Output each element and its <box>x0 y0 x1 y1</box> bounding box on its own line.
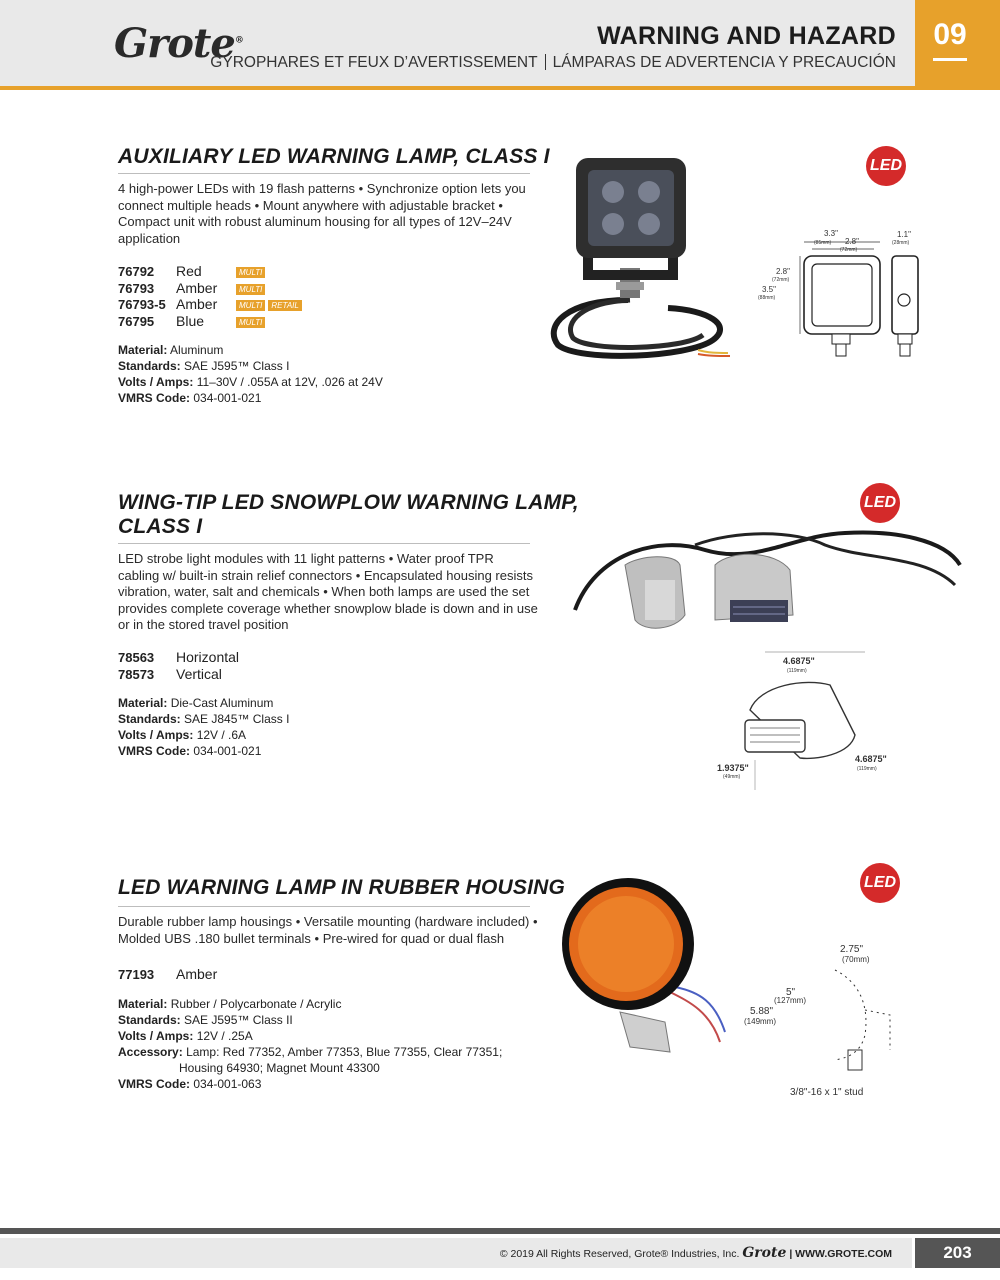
svg-text:3.3": 3.3" <box>824 229 838 238</box>
title-rule <box>118 173 530 174</box>
page-number: 203 <box>943 1243 972 1262</box>
multi-tag: MULTI <box>236 317 265 328</box>
product-title-rubber-housing: LED WARNING LAMP IN RUBBER HOUSING <box>118 876 566 899</box>
svg-text:5.88": 5.88" <box>750 1006 774 1017</box>
part-row: 76795 Blue MULTI <box>118 313 305 330</box>
footer-url: | WWW.GROTE.COM <box>789 1248 892 1260</box>
rubber-lamp-photo <box>560 872 740 1067</box>
svg-text:2.75": 2.75" <box>840 944 864 955</box>
svg-text:(72mm): (72mm) <box>840 247 858 253</box>
svg-text:4.6875": 4.6875" <box>855 754 887 764</box>
svg-text:(28mm): (28mm) <box>892 240 910 246</box>
spec-block: Material: Die-Cast Aluminum Standards: SAE J845™ Class I Volts / Amps: 12V / .6A VMRS Code: 034-001-021 <box>118 696 290 758</box>
svg-text:(119mm): (119mm) <box>787 668 807 674</box>
page-subtitle: GYROPHARES ET FEUX D’AVERTISSEMENT LÁMPARAS DE ADVERTENCIA Y PRECAUCIÓN <box>210 54 896 71</box>
part-row: 78563 Horizontal <box>118 649 240 665</box>
part-row: 77193 Amber <box>118 966 218 982</box>
part-row: 76792 Red MULTI <box>118 263 305 280</box>
svg-text:(49mm): (49mm) <box>723 774 741 780</box>
svg-text:3.5": 3.5" <box>762 285 776 294</box>
spec-block: Material: Rubber / Polycarbonate / Acrylic Standards: SAE J595™ Class II Volts / Amps: 12V / .25A Accessory: Lamp: Red 77352, Amber 77353, Blue 77355, Clear 77351; Housing 64930; Magnet Mount 43300 VMRS Code: 034-001-063 <box>118 997 503 1091</box>
title-rule <box>118 906 530 907</box>
section-number: 09 <box>933 18 967 51</box>
led-badge: LED <box>860 483 900 523</box>
auxiliary-lamp-dimension-drawing <box>752 228 932 363</box>
svg-text:3/8"-16 x 1" stud: 3/8"-16 x 1" stud <box>790 1087 864 1098</box>
multi-tag: MULTI <box>236 300 265 311</box>
page-title: WARNING AND HAZARD <box>597 22 896 50</box>
product-title-wingtip: WING-TIP LED SNOWPLOW WARNING LAMP, CLASS I <box>118 491 579 538</box>
section-tab <box>915 0 1000 86</box>
multi-tag: MULTI <box>236 267 265 278</box>
footer-copyright: © 2019 All Rights Reserved, Grote® Industries, Inc. Grote | WWW.GROTE.COM <box>499 1245 892 1261</box>
svg-text:2.8": 2.8" <box>845 237 859 246</box>
svg-text:5": 5" <box>786 987 796 998</box>
part-row: 76793-5 Amber MULTI RETAIL <box>118 296 305 313</box>
part-list <box>118 966 236 983</box>
led-badge: LED <box>866 146 906 186</box>
svg-text:(85mm): (85mm) <box>814 240 832 246</box>
page-number-tab <box>915 1238 1000 1268</box>
part-list <box>118 263 305 329</box>
led-badge: LED <box>860 863 900 903</box>
retail-tag: RETAIL <box>268 300 301 311</box>
part-row: 76793 Amber MULTI <box>118 280 305 297</box>
snowplow-lamp-dimension-drawing <box>705 640 905 800</box>
product-description: 4 high-power LEDs with 19 flash patterns • Synchronize option lets you connect multiple heads • Mount anywhere with adjustable bracket • Compact unit with robust aluminum housing for all types of 12V–24V application <box>118 181 526 246</box>
multi-tag: MULTI <box>236 284 265 295</box>
svg-text:4.6875": 4.6875" <box>783 656 815 666</box>
svg-text:(127mm): (127mm) <box>774 996 807 1005</box>
svg-text:(72mm): (72mm) <box>772 277 790 283</box>
svg-text:1.1": 1.1" <box>897 230 911 239</box>
product-description: LED strobe light modules with 11 light patterns • Water proof TPR cabling w/ built-in strain relief connectors • Encapsulated housing resists vibration, water, salt and chemicals • When both lamps are used the set provides complete coverage whether snowplow blade is down and in use or in the stored travel position <box>118 551 538 632</box>
header-rule <box>0 86 1000 90</box>
svg-text:1.9375": 1.9375" <box>717 763 749 773</box>
svg-text:2.8": 2.8" <box>776 267 790 276</box>
product-title-aux-led: AUXILIARY LED WARNING LAMP, CLASS I <box>118 145 550 168</box>
title-rule <box>118 543 530 544</box>
spec-block: Material: Aluminum Standards: SAE J595™ Class I Volts / Amps: 11–30V / .055A at 12V, .026 at 24V VMRS Code: 034-001-021 <box>118 343 383 405</box>
footer-grote-logo: Grote <box>742 1245 787 1261</box>
snowplow-lamp-photo <box>565 525 965 640</box>
svg-text:(149mm): (149mm) <box>744 1017 777 1026</box>
auxiliary-lamp-photo <box>548 150 738 365</box>
rubber-lamp-dimension-drawing <box>740 940 910 1100</box>
product-description: Durable rubber lamp housings • Versatile mounting (hardware included) • Molded UBS .180 bullet terminals • Pre-wired for quad or dual flash <box>118 914 538 946</box>
footer-rule <box>0 1228 1000 1234</box>
svg-text:(70mm): (70mm) <box>842 955 870 964</box>
svg-text:(88mm): (88mm) <box>758 295 776 301</box>
grote-logo: Grote® <box>114 20 243 67</box>
svg-text:(119mm): (119mm) <box>857 766 877 772</box>
part-list <box>118 649 240 682</box>
part-row: 78573 Vertical <box>118 665 222 682</box>
